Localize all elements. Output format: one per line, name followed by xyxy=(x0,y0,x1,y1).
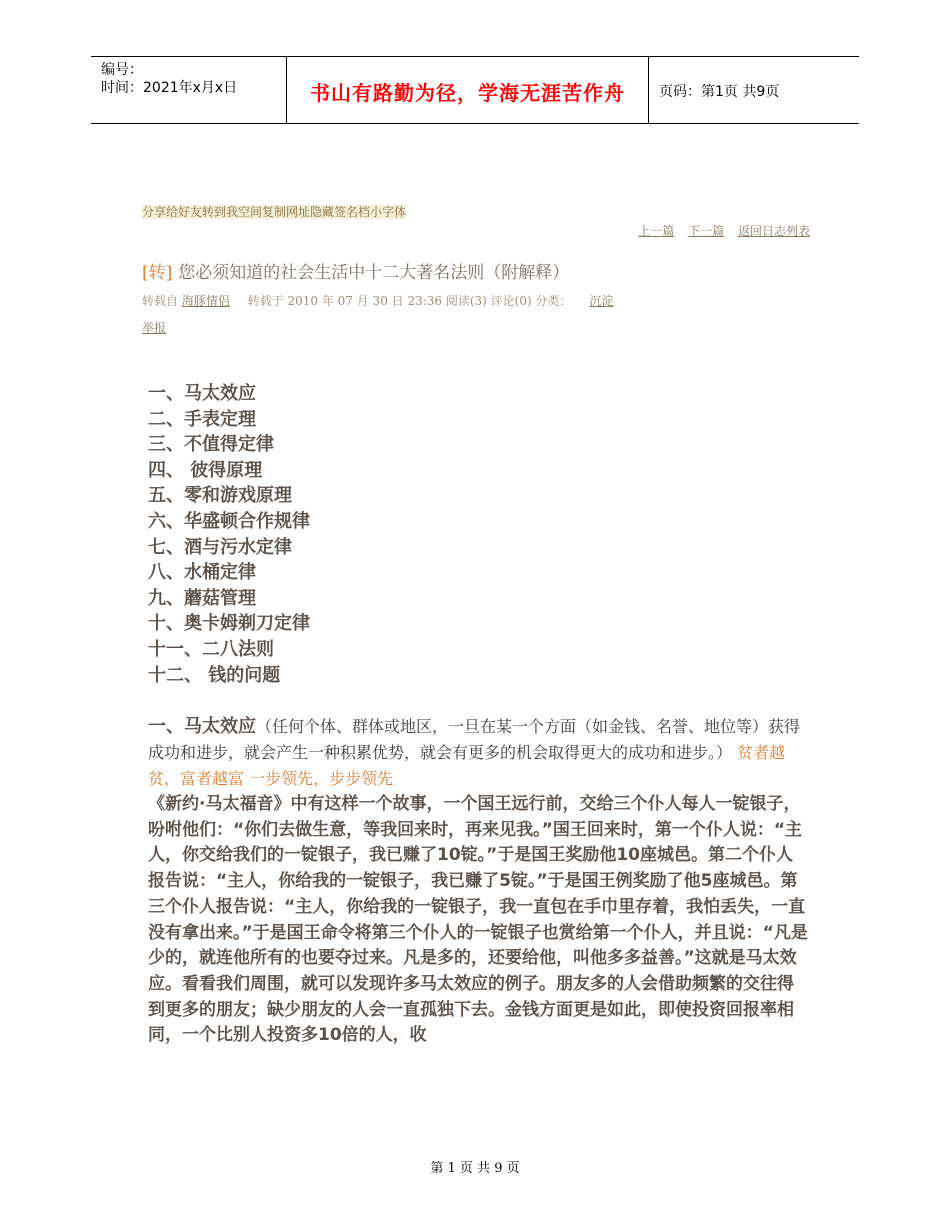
post-title-text: 您必须知道的社会生活中十二大著名法则（附解释） xyxy=(178,263,570,283)
list-item: 五、零和游戏原理 xyxy=(148,485,292,507)
share-bar-text[interactable]: 分享给好友转到我空间复制网址隐藏签名档小字体 xyxy=(142,205,407,219)
list-item: 三、不值得定律 xyxy=(148,434,274,456)
prev-post-link[interactable]: 上一篇 xyxy=(638,224,675,238)
list-item: 十一、二八法则 xyxy=(148,638,274,660)
page-footer: 第 1 页 共 9 页 xyxy=(430,1161,520,1176)
list-item: 七、酒与污水定律 xyxy=(148,536,292,558)
post-title xyxy=(142,258,569,283)
repost-tag: [转] xyxy=(142,263,173,283)
list-item: 十二、 钱的问题 xyxy=(148,664,281,686)
document-header xyxy=(91,56,859,124)
motto: 书山有路勤为径，学海无涯苦作舟 xyxy=(310,81,625,105)
page-indicator: 页码：第1页 共9页 xyxy=(659,84,780,100)
list-item: 一、马太效应 xyxy=(148,383,256,404)
section-story: 《新约·马太福音》中有这样一个故事，一个国王远行前，交给三个仆人每人一锭银子，吩咐他们：“你们去做生意，等我回来时，再来见我。”国王回来时，第一个仆人说：“主人，你交给我们的一锭银子，我已赚了10锭。”于是国王奖励他10座城邑。第二个仆人报告说：“主人，你给我的一锭银子，我已赚了5锭。”于是国王例奖励了他5座城邑。第三个仆人报告说：“主人，你给我的一锭银子，我一直包在手巾里存着，我怕丢失，一直没有拿出来。”于是国王命令将第三个仆人的一锭银子也赏给第一个仆人，并且说：“凡是少的，就连他所有的也要夺过来。凡是多的，还要给他，叫他多多益善。”这就是马太效应。看看我们周围，就可以发现许多马太效应的例子。朋友多的人会借助频繁的交往得到更多的朋友；缺少朋友的人会一直孤独下去。金钱方面更是如此，即使投资回报率相同，一个比别人投资多10倍的人，收 xyxy=(148,794,808,1046)
list-item: 八、水桶定律 xyxy=(148,562,256,584)
share-bar[interactable] xyxy=(142,203,406,220)
post-meta xyxy=(142,292,613,309)
code-label: 编号： xyxy=(101,62,143,78)
law-list xyxy=(148,381,310,688)
section-intro xyxy=(148,714,808,792)
list-item: 十、奥卡姆剃刀定律 xyxy=(148,613,310,635)
list-item: 六、华盛顿合作规律 xyxy=(148,510,310,532)
category-link[interactable]: 沉淀 xyxy=(589,294,614,308)
section-heading: 一、马太效应 xyxy=(148,716,256,737)
list-item: 二、手表定理 xyxy=(148,408,256,430)
back-to-list-link[interactable]: 返回日志列表 xyxy=(737,224,810,238)
post-navigation xyxy=(628,222,810,239)
report-link[interactable]: 举报 xyxy=(142,321,167,335)
header-divider xyxy=(648,57,649,123)
section-definition: （任何个体、群体或地区，一旦在某一个方面（如金钱、名誉、地位等）获得成功和进步，就会产生一种积累优势，就会有更多的机会取得更大的成功和进步。） xyxy=(148,717,801,762)
source-link[interactable]: 海豚情侣 xyxy=(181,294,230,308)
post-date: 转载于 2010 年 07 月 30 日 23:36 阅读(3) 评论(0) 分类： xyxy=(247,294,572,308)
source-prefix: 转载自 xyxy=(142,294,179,308)
next-post-link[interactable]: 下一篇 xyxy=(688,224,725,238)
section-slogan: 贫者越贫，富者越富 一步领先，步步领先 xyxy=(148,743,786,788)
list-item: 九、蘑菇管理 xyxy=(148,587,256,609)
header-info xyxy=(101,61,237,97)
time-label: 时间：2021年x月x日 xyxy=(101,80,238,96)
list-item: 四、 彼得原理 xyxy=(148,459,263,481)
